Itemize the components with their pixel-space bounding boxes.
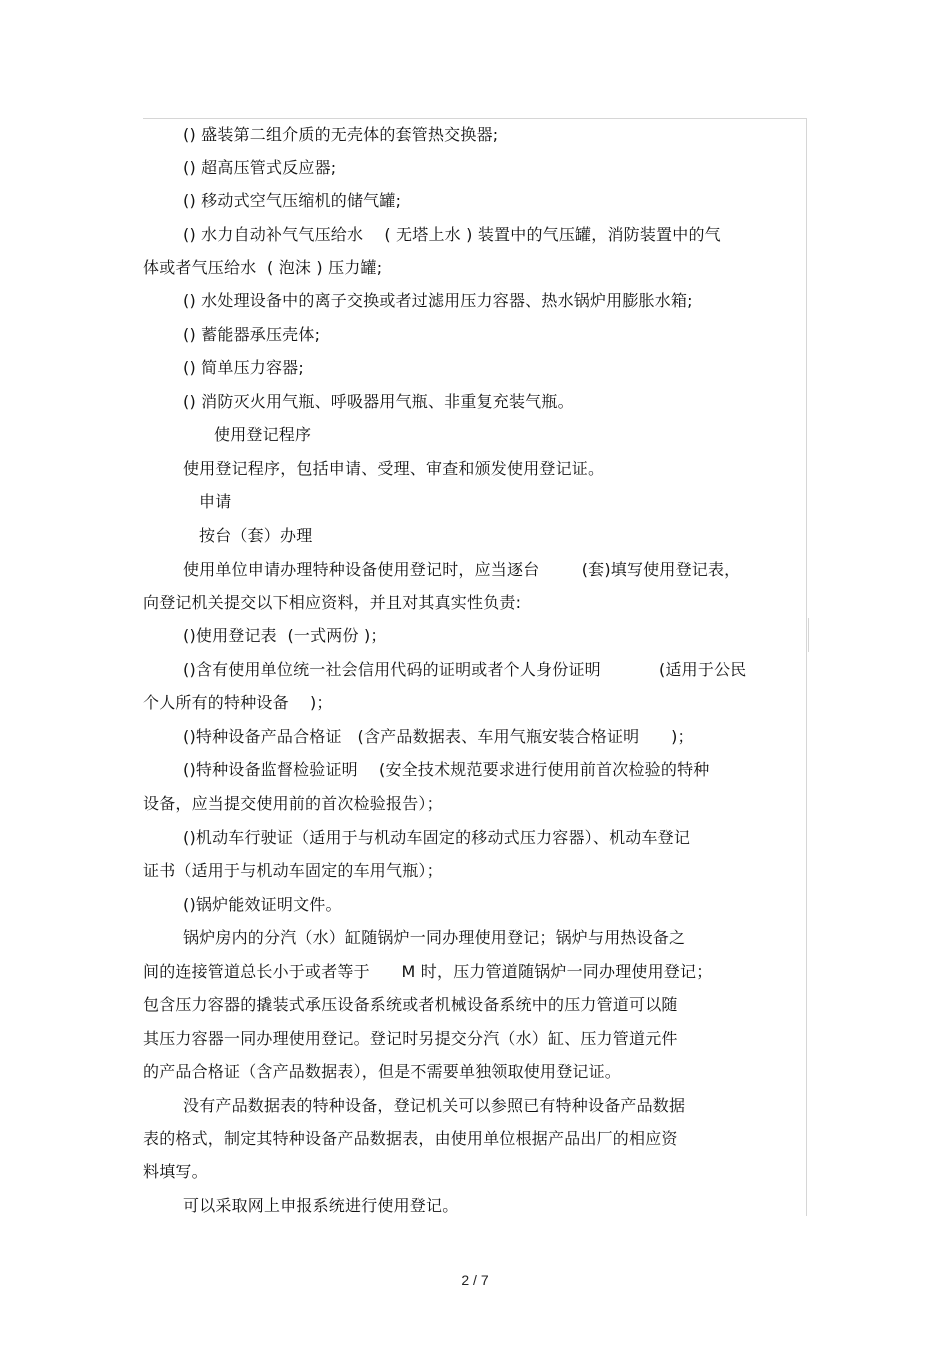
text-line: () 消防灭火用气瓶、呼吸器用气瓶、非重复充装气瓶。 <box>183 392 574 411</box>
text-line: 使用登记程序，包括申请、受理、审查和颁发使用登记证。 <box>183 459 605 478</box>
text-line: ()使用登记表 (一式两份 )； <box>183 626 387 645</box>
text-line: 使用单位申请办理特种设备使用登记时，应当逐台 (套)填写使用登记表， <box>183 560 741 579</box>
text-line: 向登记机关提交以下相应资料，并且对其真实性负责: <box>143 593 522 612</box>
text-line: 其压力容器一同办理使用登记。登记时另提交分汽（水）缸、压力管道元件 <box>143 1029 678 1048</box>
text-line: 表的格式，制定其特种设备产品数据表，由使用单位根据产品出厂的相应资 <box>143 1129 678 1148</box>
page-frame-right-mark <box>808 618 809 652</box>
text-line: 料填写。 <box>143 1162 208 1181</box>
text-line: ()含有使用单位统一社会信用代码的证明或者个人身份证明 (适用于公民 <box>183 660 747 679</box>
text-line: () 简单压力容器; <box>183 358 304 377</box>
text-line: 间的连接管道总长小于或者等于 M 时，压力管道随锅炉一同办理使用登记； <box>143 962 713 981</box>
text-line: 的产品合格证（含产品数据表），但是不需要单独领取使用登记证。 <box>143 1062 622 1081</box>
text-line: ()锅炉能效证明文件。 <box>183 895 342 914</box>
section-heading: 按台（套）办理 <box>199 526 313 545</box>
text-line: 设备，应当提交使用前的首次检验报告）； <box>143 794 443 813</box>
page-frame-top-border <box>143 118 807 119</box>
section-heading: 使用登记程序 <box>214 425 312 444</box>
text-line: ()机动车行驶证（适用于与机动车固定的移动式压力容器）、机动车登记 <box>183 828 691 847</box>
text-line: () 水处理设备中的离子交换或者过滤用压力容器、热水锅炉用膨胀水箱; <box>183 291 693 310</box>
text-line: 个人所有的特种设备 )； <box>143 693 333 712</box>
page-frame-right-border <box>806 118 807 1216</box>
text-line: 包含压力容器的撬装式承压设备系统或者机械设备系统中的压力管道可以随 <box>143 995 678 1014</box>
text-line: 可以采取网上申报系统进行使用登记。 <box>183 1196 459 1215</box>
text-line: () 移动式空气压缩机的储气罐; <box>183 191 402 210</box>
text-line: ()特种设备产品合格证 (含产品数据表、车用气瓶安装合格证明 )； <box>183 727 694 746</box>
text-line: () 超高压管式反应器; <box>183 158 337 177</box>
section-heading: 申请 <box>199 492 232 511</box>
text-line: 体或者气压给水 ( 泡沫 ) 压力罐; <box>143 258 383 277</box>
text-line: () 水力自动补气气压给水 ( 无塔上水 ) 装置中的气压罐，消防装置中的气 <box>183 225 721 244</box>
text-line: () 盛装第二组介质的无壳体的套管热交换器; <box>183 125 499 144</box>
text-line: ()特种设备监督检验证明 (安全技术规范要求进行使用前首次检验的特种 <box>183 760 710 779</box>
text-line: 锅炉房内的分汽（水）缸随锅炉一同办理使用登记；锅炉与用热设备之 <box>183 928 686 947</box>
text-line: () 蓄能器承压壳体; <box>183 325 321 344</box>
text-line: 没有产品数据表的特种设备，登记机关可以参照已有特种设备产品数据 <box>183 1096 686 1115</box>
text-line: 证书（适用于与机动车固定的车用气瓶）； <box>143 861 443 880</box>
page-number: 2 / 7 <box>461 1272 489 1288</box>
